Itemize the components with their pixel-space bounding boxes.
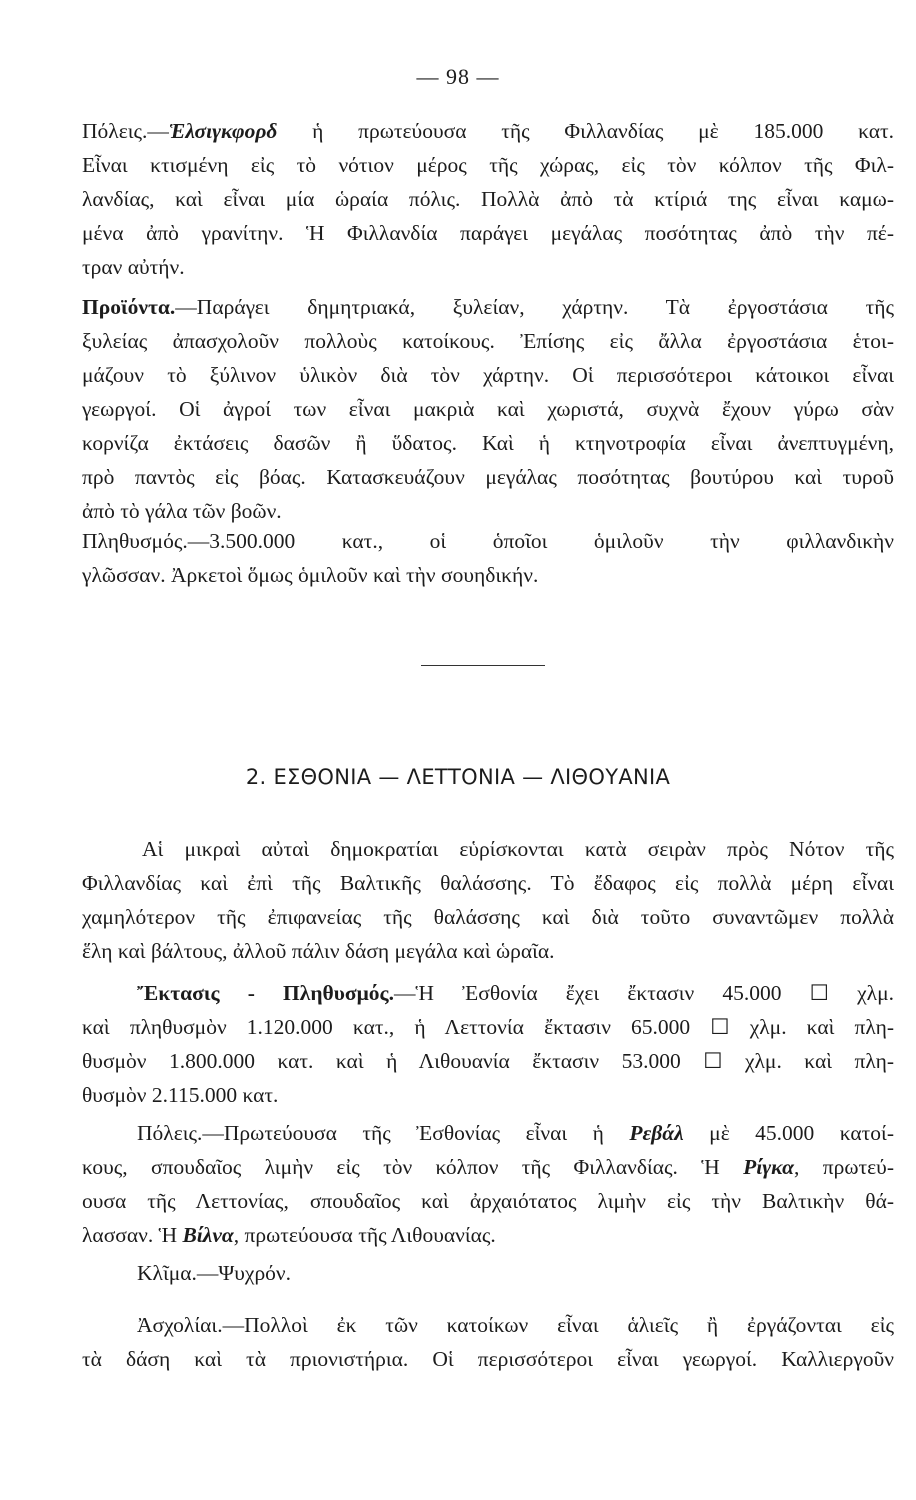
text-line: Προϊόντα.—Παράγει δημητριακά, ξυλείαν, χάρτην. Τὰ ἐργοστάσια τῆς	[82, 295, 894, 319]
text-line: λανδίας, καὶ εἶναι μία ὡραία πόλις. Πολλὰ ἀπὸ τὰ κτίριά της εἶναι καμω-	[82, 187, 894, 211]
text-line: Κλῖμα.—Ψυχρόν.	[137, 1261, 292, 1285]
text-line: τὰ δάση καὶ τὰ πριονιστήρια. Οἱ περισσότεροι εἶναι γεωργοί. Καλλιεργοῦν	[82, 1347, 894, 1371]
text-line: γεωργοί. Οἱ ἀγροί των εἶναι μακριὰ καὶ χωριστά, συχνὰ ἔχουν γύρω σὰν	[82, 397, 894, 421]
page-number: — 98 —	[416, 64, 500, 89]
text-line: Εἶναι κτισμένη εἰς τὸ νότιον μέρος τῆς χώρας, εἰς τὸν κόλπον τῆς Φιλ-	[82, 153, 894, 177]
text-line: λασσαν. Ἡ Βίλνα, πρωτεύουσα τῆς Λιθουανίας.	[82, 1223, 496, 1247]
text-line: Ἔκτασις - Πληθυσμός.—Ἡ Ἐσθονία ἔχει ἔκτασιν 45.000 ☐ χλμ.	[137, 981, 894, 1005]
text-line: πρὸ παντὸς εἰς βόας. Κατασκευάζουν μεγάλας ποσότητας βουτύρου καὶ τυροῦ	[82, 465, 894, 489]
paragraph-finland-products	[82, 290, 894, 528]
text-line: θυσμὸν 2.115.000 κατ.	[82, 1083, 279, 1107]
text-line: Αἱ μικραὶ αὐταὶ δημοκρατίαι εὑρίσκονται κατὰ σειρὰν πρὸς Νότον τῆς	[142, 837, 894, 861]
city-name-vilna: Βίλνα	[182, 1223, 234, 1247]
text-line: Πληθυσμός.—3.500.000 κατ., οἱ ὁποῖοι ὁμιλοῦν τὴν φιλλανδικὴν	[82, 529, 894, 553]
paragraph-finland-population	[82, 524, 894, 592]
city-name-helsinki: Ἑλσιγκφορδ	[168, 119, 278, 143]
paragraph-baltic-intro	[82, 832, 894, 968]
section-divider	[421, 665, 545, 666]
text-line: ἕλη καὶ βάλτους, ἀλλοῦ πάλιν δάση μεγάλα καὶ ὡραῖα.	[82, 939, 555, 963]
text-line: Πόλεις.—Ἑλσιγκφορδ ἡ πρωτεύουσα τῆς Φιλλανδίας μὲ 185.000 κατ.	[82, 119, 894, 143]
paragraph-baltic-occupations	[82, 1308, 894, 1376]
text-line: Πόλεις.—Πρωτεύουσα τῆς Ἐσθονίας εἶναι ἡ Ρεβάλ μὲ 45.000 κατοί-	[137, 1121, 894, 1145]
text-line: κορνίζα ἐκτάσεις δασῶν ἢ ὕδατος. Καὶ ἡ κτηνοτροφία εἶναι ἀνεπτυγμένη,	[82, 431, 894, 455]
text-line: ἀπὸ τὸ γάλα τῶν βοῶν.	[82, 499, 282, 523]
lead-term: Πληθυσμός.	[82, 529, 188, 553]
lead-term: Κλῖμα.	[137, 1261, 197, 1285]
text-line: Ἀσχολίαι.—Πολλοὶ ἐκ τῶν κατοίκων εἶναι ἁλιεῖς ἢ ἐργάζονται εἰς	[137, 1313, 894, 1337]
lead-term: Ἀσχολίαι.	[137, 1313, 223, 1337]
lead-term: Προϊόντα.	[82, 295, 176, 319]
paragraph-finland-cities	[82, 114, 894, 284]
lead-term: Πόλεις.	[82, 119, 148, 143]
paragraph-baltic-cities	[82, 1116, 894, 1252]
text-line: ουσα τῆς Λεττονίας, σπουδαῖος καὶ ἀρχαιότατος λιμὴν εἰς τὴν Βαλτικὴν θά-	[82, 1189, 894, 1213]
text-line: καὶ πληθυσμὸν 1.120.000 κατ., ἡ Λεττονία ἔκτασιν 65.000 ☐ χλμ. καὶ πλη-	[82, 1015, 894, 1039]
lead-term: Πόλεις.	[137, 1121, 203, 1145]
text-line: τραν αὐτήν.	[82, 255, 185, 279]
text-line: μένα ἀπὸ γρανίτην. Ἡ Φιλλανδία παράγει μεγάλας ποσότητας ἀπὸ τὴν πέ-	[82, 221, 894, 245]
text-line: μάζουν τὸ ξύλινον ὑλικὸν διὰ τὸν χάρτην. Οἱ περισσότεροι κάτοικοι εἶναι	[82, 363, 894, 387]
city-name-reval: Ρεβάλ	[629, 1121, 684, 1145]
text-line: θυσμὸν 1.800.000 κατ. καὶ ἡ Λιθουανία ἔκτασιν 53.000 ☐ χλμ. καὶ πλη-	[82, 1049, 894, 1073]
text-line: χαμηλότερον τῆς ἐπιφανείας τῆς θαλάσσης καὶ διὰ τοῦτο συναντῶμεν πολλὰ	[82, 905, 894, 929]
text-line: Φιλλανδίας καὶ ἐπὶ τῆς Βαλτικῆς θαλάσσης. Τὸ ἔδαφος εἰς πολλὰ μέρη εἶναι	[82, 871, 894, 895]
city-name-riga: Ρίγκα	[743, 1155, 795, 1179]
paragraph-baltic-area-population	[82, 976, 894, 1112]
text-line: ξυλείας ἀπασχολοῦν πολλοὺς κατοίκους. Ἐπίσης εἰς ἄλλα ἐργοστάσια ἑτοι-	[82, 329, 894, 353]
text-line: γλῶσσαν. Ἀρκετοὶ ὅμως ὁμιλοῦν καὶ τὴν σουηδικήν.	[82, 563, 539, 587]
section-heading: 2. ΕΣΘΟΝΙΑ — ΛΕΤΤΟΝΙΑ — ΛΙΘΟΥΑΝΙΑ	[245, 765, 671, 789]
lead-term: Ἔκτασις - Πληθυσμός.	[137, 981, 394, 1005]
paragraph-baltic-climate	[82, 1256, 894, 1290]
text-line: κους, σπουδαῖος λιμὴν εἰς τὸν κόλπον τῆς Φιλλανδίας. Ἡ Ρίγκα, πρωτεύ-	[82, 1155, 894, 1179]
